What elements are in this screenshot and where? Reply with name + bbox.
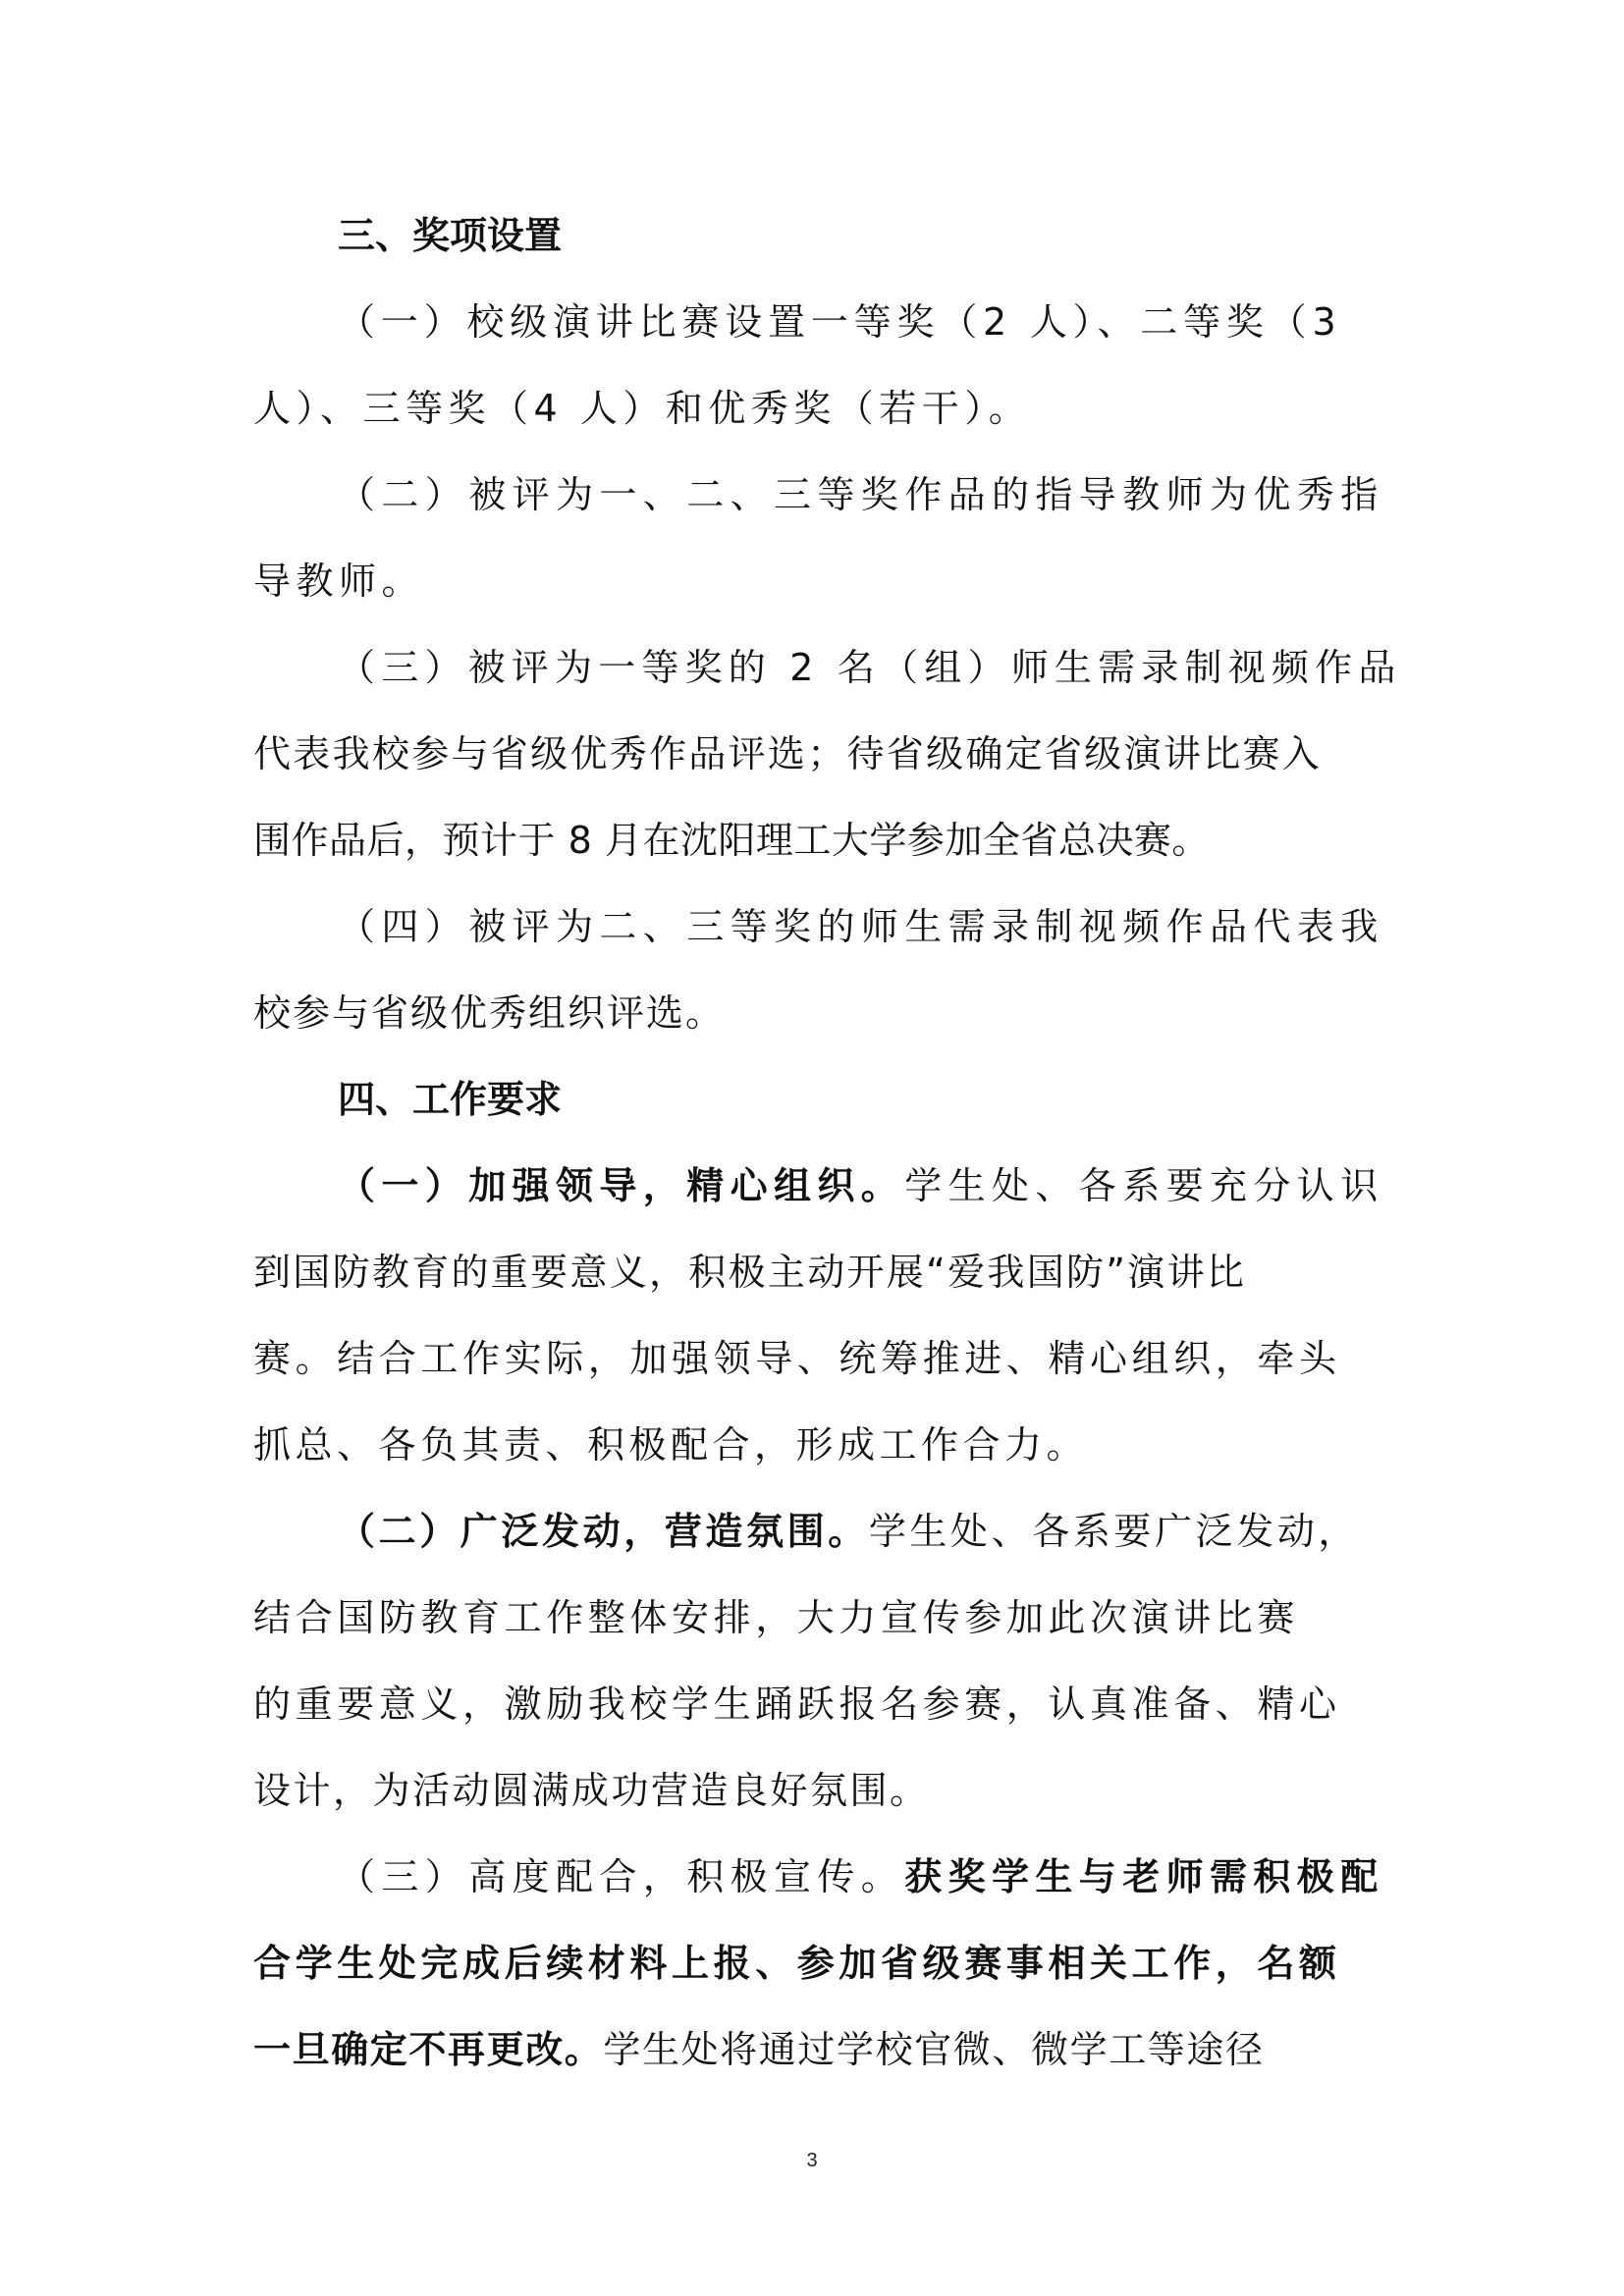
paragraph-line: （四）被评为二、三等奖的师生需录制视频作品代表我: [338, 905, 1384, 948]
paragraph-line: 到国防教育的重要意义，积极主动开展“爱我国防”演讲比: [253, 1251, 1247, 1294]
paragraph-line: 结合国防教育工作整体安排，大力宣传参加此次演讲比赛: [253, 1596, 1300, 1639]
page-number: 3: [806, 2150, 818, 2171]
paragraph-line: （一）校级演讲比赛设置一等奖（2 人）、二等奖（3: [338, 300, 1342, 344]
bold-lead: （一）加强领导，精心组织。: [338, 1164, 905, 1207]
bold-text: 一旦确定不再更改。: [253, 2028, 604, 2071]
paragraph-line: 的重要意义，激励我校学生踊跃报名参赛，认真准备、精心: [253, 1682, 1341, 1726]
paragraph-line: [338, 1847, 1384, 1906]
paragraph-line: 抓总、各负其责、积极配合，形成工作合力。: [253, 1423, 1089, 1467]
paragraph-line: （三）被评为一等奖的 2 名（组）师生需录制视频作品: [338, 646, 1402, 689]
bold-text: 获奖学生与老师需积极配: [904, 1855, 1384, 1898]
section-heading-awards: 三、奖项设置: [338, 214, 563, 257]
line-text: 学生处将通过学校官微、微学工等途径: [603, 2028, 1265, 2071]
paragraph-line: 人）、三等奖（4 人）和优秀奖（若干）。: [253, 387, 1032, 430]
paragraph-line: 设计，为活动圆满成功营造良好氛围。: [253, 1769, 930, 1812]
paragraph-line: 合学生处完成后续材料上报、参加省级赛事相关工作，名额: [253, 1942, 1341, 1985]
paragraph-line: （二）被评为一、二、三等奖作品的指导教师为优秀指: [338, 473, 1384, 516]
paragraph-line: [338, 1156, 1384, 1215]
bold-lead: （二）广泛发动，营造氛围。: [338, 1510, 869, 1553]
paragraph-line: 代表我校参与省级优秀作品评选；待省级确定省级演讲比赛入: [253, 732, 1323, 775]
line-text: （三）高度配合，积极宣传。: [338, 1855, 905, 1898]
paragraph-line: [253, 2020, 1265, 2079]
paragraph-line: 导教师。: [253, 560, 425, 603]
paragraph-line: 校参与省级优秀组织评选。: [253, 991, 726, 1035]
paragraph-line: 赛。结合工作实际，加强领导、统筹推进、精心组织，牵头: [253, 1337, 1341, 1380]
line-text: 学生处、各系要充分认识: [904, 1164, 1384, 1207]
section-heading-requirements: 四、工作要求: [338, 1078, 563, 1121]
paragraph-line: [338, 1502, 1359, 1561]
line-text: 学生处、各系要广泛发动，: [868, 1510, 1360, 1553]
paragraph-line: 围作品后，预计于 8 月在沈阳理工大学参加全省总决赛。: [253, 819, 1210, 862]
